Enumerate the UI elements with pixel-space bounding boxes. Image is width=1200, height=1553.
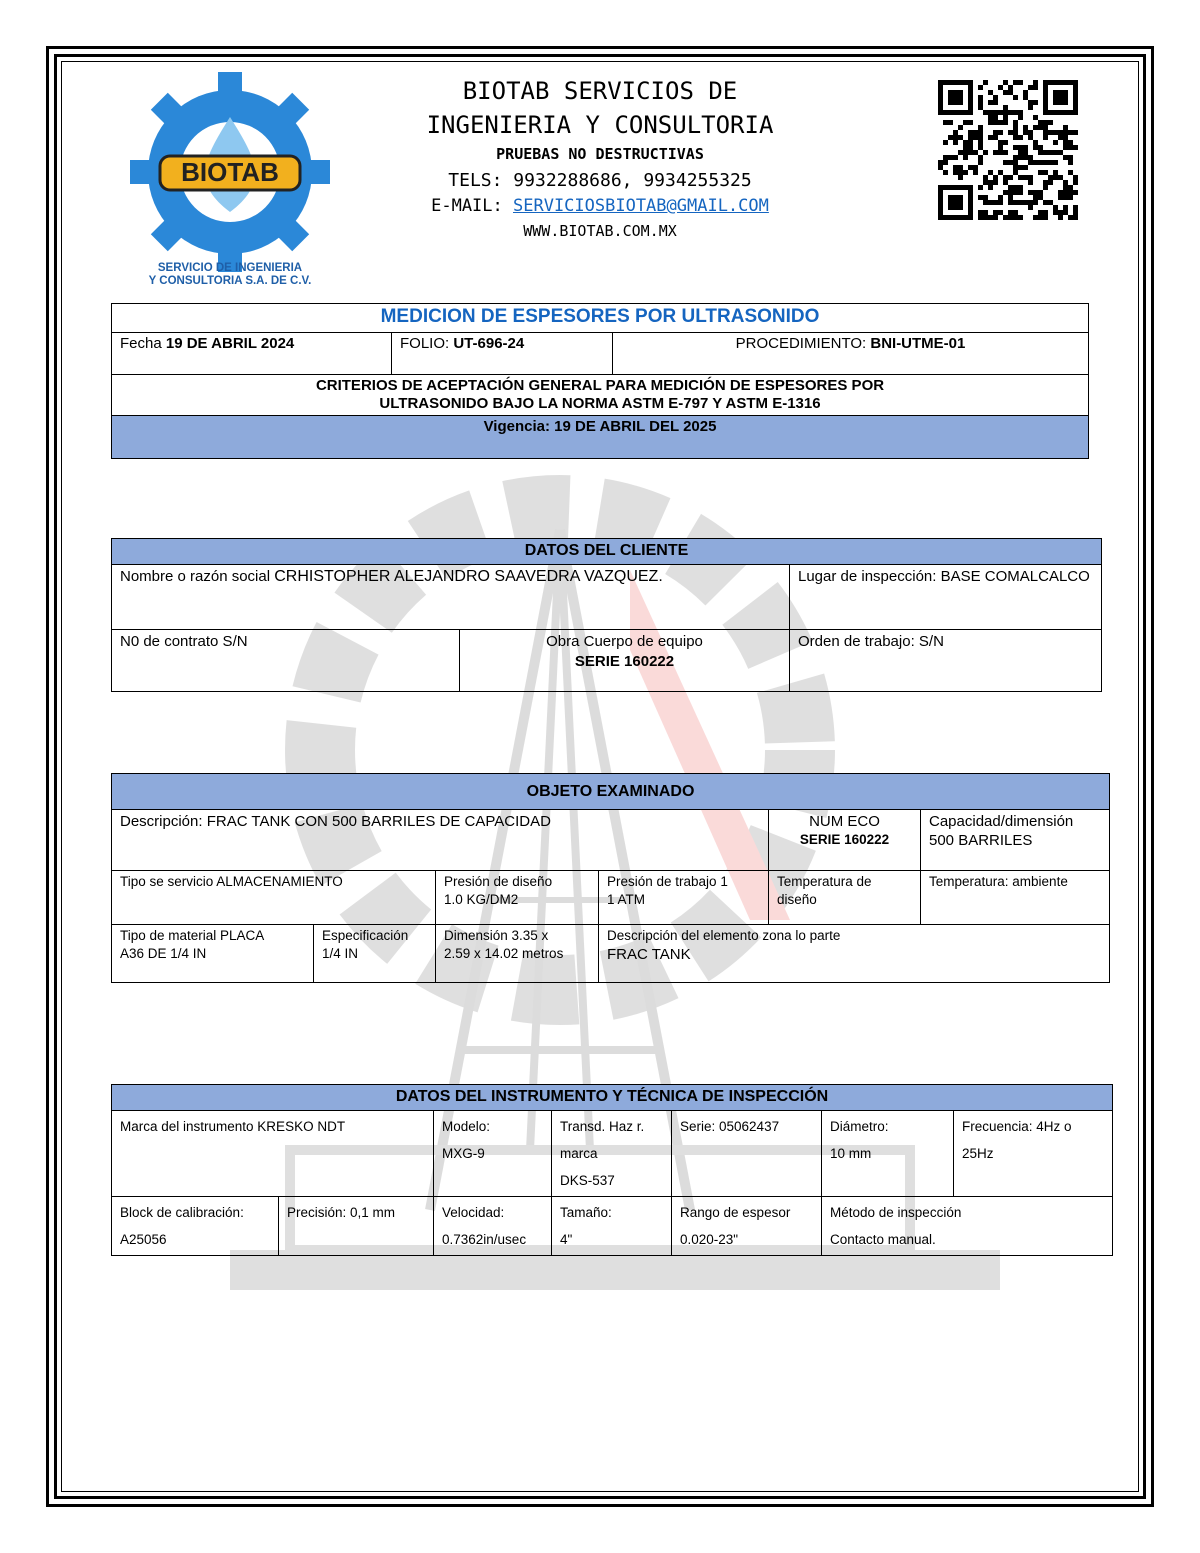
tamano-value: 4" (560, 1232, 573, 1247)
elemento-value: FRAC TANK (607, 946, 691, 963)
fecha-cell: Fecha 19 DE ABRIL 2024 (112, 333, 392, 375)
capacidad-label: Capacidad/dimensión (929, 813, 1074, 830)
presion-trabajo-cell (599, 871, 769, 925)
block-label: Block de calibración: (120, 1205, 244, 1220)
presion-trabajo-label: Presión de trabajo 1 (607, 874, 728, 889)
instrumento-table (111, 1084, 1113, 1256)
num-eco-cell (769, 810, 921, 871)
especificacion-label: Especificación (322, 928, 409, 943)
rango-value: 0.020-23" (680, 1232, 739, 1247)
objeto-heading: OBJETO EXAMINADO (112, 774, 1110, 810)
fecha-value: 19 DE ABRIL 2024 (165, 335, 295, 352)
logo-caption-line1: SERVICIO DE INGENIERIA (157, 262, 303, 274)
report-header-table (111, 303, 1089, 459)
cliente-table (111, 538, 1102, 692)
email-link[interactable]: SERVICIOSBIOTAB@GMAIL.COM (513, 196, 769, 216)
lugar-cell: Lugar de inspección: BASE COMALCALCO (790, 565, 1102, 630)
nombre-value: CRHISTOPHER ALEJANDRO SAAVEDRA VAZQUEZ. (274, 568, 663, 585)
serie-cell: Serie: 05062437 (672, 1111, 822, 1197)
block-value: A25056 (120, 1232, 167, 1247)
especificacion-value: 1/4 IN (322, 946, 359, 961)
block-cell (112, 1197, 279, 1256)
frecuencia-cell (954, 1111, 1113, 1197)
obra-label: Obra Cuerpo de equipo (546, 633, 703, 650)
capacidad-cell (921, 810, 1110, 871)
dimension-line2: 2.59 x 14.02 metros (444, 946, 564, 961)
modelo-cell (434, 1111, 552, 1197)
criterios-cell (112, 375, 1089, 416)
orden-cell: Orden de trabajo: S/N (790, 630, 1102, 692)
temp-diseno-value: diseño (777, 892, 817, 907)
rango-label: Rango de espesor (680, 1205, 791, 1220)
objeto-table (111, 773, 1110, 983)
company-name-line1: BIOTAB SERVICIOS DE (462, 77, 738, 105)
material-label: Tipo de material PLACA (120, 928, 265, 943)
modelo-value: MXG-9 (442, 1146, 485, 1161)
diametro-label: Diámetro: (830, 1119, 889, 1134)
temp-diseno-label: Temperatura de (777, 874, 872, 889)
email-label: E-MAIL: (431, 196, 513, 216)
company-name (350, 74, 850, 142)
material-cell (112, 925, 314, 983)
velocidad-label: Velocidad: (442, 1205, 505, 1220)
transd-value: DKS-537 (560, 1173, 615, 1188)
criterios-line2: ULTRASONIDO BAJO LA NORMA ASTM E-797 Y ASTM E-1316 (379, 395, 821, 412)
temp-diseno-cell (769, 871, 921, 925)
vigencia-cell: Vigencia: 19 DE ABRIL DEL 2025 (112, 416, 1089, 459)
qr-code-icon (938, 80, 1078, 220)
report-title: MEDICION DE ESPESORES POR ULTRASONIDO (112, 304, 1089, 333)
transd-label: Transd. Haz r. (560, 1119, 645, 1134)
velocidad-cell (434, 1197, 552, 1256)
nombre-cell: Nombre o razón social CRHISTOPHER ALEJANDRO SAAVEDRA VAZQUEZ. (112, 565, 790, 630)
temperatura-cell: Temperatura: ambiente (921, 871, 1110, 925)
velocidad-value: 0.7362in/usec (442, 1232, 527, 1247)
modelo-label: Modelo: (442, 1119, 491, 1134)
procedimiento-value: BNI-UTME-01 (870, 335, 966, 352)
material-value: A36 DE 1/4 IN (120, 946, 207, 961)
folio-value: UT-696-24 (453, 335, 525, 352)
company-subtitle: PRUEBAS NO DESTRUCTIVAS (496, 145, 704, 163)
presion-diseno-value: 1.0 KG/DM2 (444, 892, 519, 907)
logo-caption-line2: Y CONSULTORIA S.A. DE C.V. (148, 275, 312, 287)
frecuencia-value: 25Hz (962, 1146, 994, 1161)
metodo-label: Método de inspección (830, 1205, 962, 1220)
num-eco-value: SERIE 160222 (799, 832, 890, 847)
svg-text:BIOTAB: BIOTAB (181, 157, 279, 187)
obra-cell (460, 630, 790, 692)
metodo-cell (822, 1197, 1113, 1256)
folio-cell: FOLIO: UT-696-24 (392, 333, 613, 375)
obra-value: SERIE 160222 (574, 653, 675, 670)
diametro-value: 10 mm (830, 1146, 872, 1161)
tamano-cell (552, 1197, 672, 1256)
diametro-cell (822, 1111, 954, 1197)
cliente-heading: DATOS DEL CLIENTE (112, 539, 1102, 565)
especificacion-cell (314, 925, 436, 983)
company-email (350, 194, 850, 218)
marca-cell: Marca del instrumento KRESKO NDT (112, 1111, 434, 1197)
biotab-logo (130, 72, 330, 292)
logo-caption (130, 262, 330, 288)
frecuencia-label: Frecuencia: 4Hz o (962, 1119, 1072, 1134)
capacidad-value: 500 BARRILES (929, 832, 1033, 849)
metodo-value: Contacto manual. (830, 1232, 936, 1247)
dimension-line1: Dimensión 3.35 x (444, 928, 549, 943)
precision-cell: Precisión: 0,1 mm (279, 1197, 434, 1256)
transd-marca: marca (560, 1146, 598, 1161)
presion-diseno-cell (436, 871, 599, 925)
rango-cell (672, 1197, 822, 1256)
transd-cell (552, 1111, 672, 1197)
presion-trabajo-value: 1 ATM (607, 892, 646, 907)
tipo-servicio-cell: Tipo se servicio ALMACENAMIENTO (112, 871, 436, 925)
elemento-cell (599, 925, 1110, 983)
instrumento-heading: DATOS DEL INSTRUMENTO Y TÉCNICA DE INSPECCIÓN (112, 1085, 1113, 1111)
procedimiento-cell: PROCEDIMIENTO: BNI-UTME-01 (613, 333, 1089, 375)
dimension-cell (436, 925, 599, 983)
company-phones: TELS: 9932288686, 9934255325 (448, 170, 752, 191)
elemento-label: Descripción del elemento zona lo parte (607, 928, 841, 943)
company-name-line2: INGENIERIA Y CONSULTORIA (426, 111, 774, 139)
contrato-cell: N0 de contrato S/N (112, 630, 460, 692)
company-website: WWW.BIOTAB.COM.MX (523, 222, 677, 240)
descripcion-cell: Descripción: FRAC TANK CON 500 BARRILES DE CAPACIDAD (112, 810, 769, 871)
criterios-line1: CRITERIOS DE ACEPTACIÓN GENERAL PARA MEDICIÓN DE ESPESORES POR (315, 377, 885, 394)
num-eco-label: NUM ECO (809, 813, 880, 830)
presion-diseno-label: Presión de diseño (444, 874, 553, 889)
tamano-label: Tamaño: (560, 1205, 612, 1220)
